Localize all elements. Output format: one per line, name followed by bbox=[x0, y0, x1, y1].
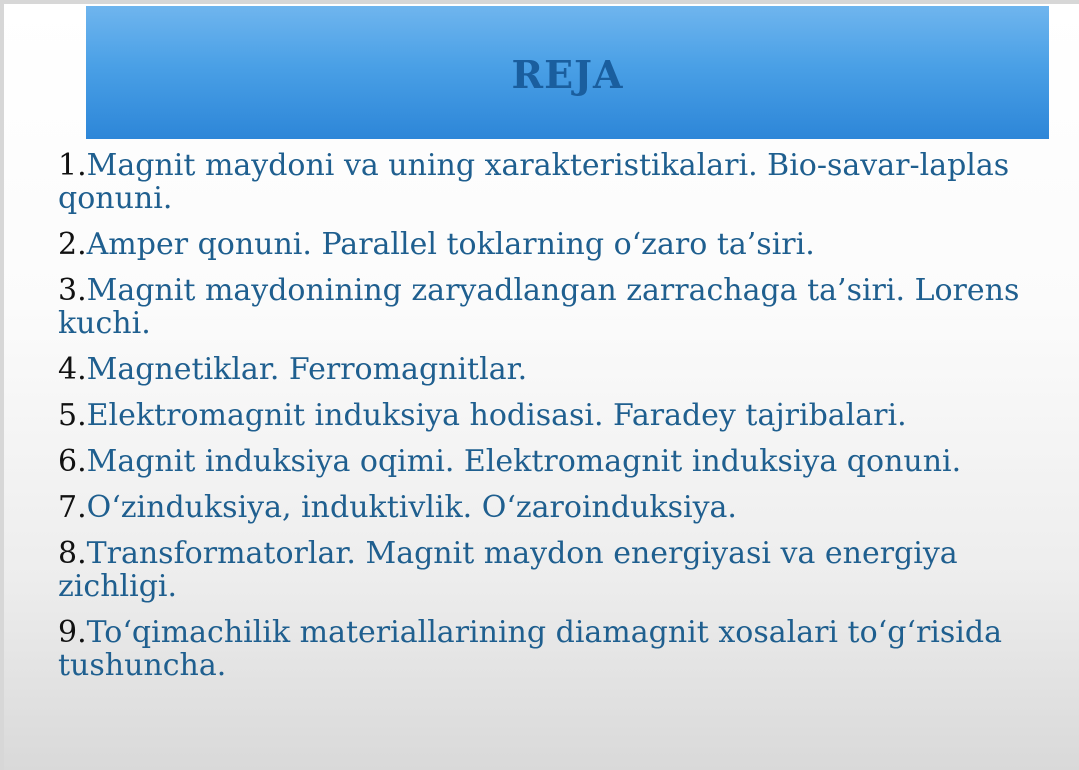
plan-item-number: 1. bbox=[58, 148, 87, 183]
plan-item-number: 3. bbox=[58, 273, 87, 308]
plan-item-4 bbox=[58, 353, 1078, 386]
plan-item-2 bbox=[58, 228, 1078, 261]
slide-title: REJA bbox=[511, 52, 624, 97]
plan-item-text: Magnit maydoni va uning xarakteristikalari. Bio-savar-laplas qonuni. bbox=[58, 148, 1010, 216]
plan-item-8 bbox=[58, 537, 1078, 603]
plan-list bbox=[58, 149, 1078, 695]
plan-item-number: 9. bbox=[58, 615, 87, 650]
plan-item-text: Transformatorlar. Magnit maydon energiyasi va energiya zichligi. bbox=[58, 536, 958, 604]
plan-item-number: 6. bbox=[58, 444, 87, 479]
plan-item-text: Magnit induksiya oqimi. Elektromagnit induksiya qonuni. bbox=[86, 444, 962, 479]
slide bbox=[4, 4, 1079, 770]
plan-item-text: Magnetiklar. Ferromagnitlar. bbox=[86, 352, 528, 387]
plan-item-text: Magnit maydonining zaryadlangan zarrachaga ta’siri. Lorens kuchi. bbox=[58, 273, 1020, 341]
plan-item-text: Elektromagnit induksiya hodisasi. Faradey tajribalari. bbox=[86, 398, 907, 433]
plan-item-9 bbox=[58, 616, 1078, 682]
title-bar bbox=[86, 6, 1049, 139]
plan-item-5 bbox=[58, 399, 1078, 432]
plan-item-number: 4. bbox=[58, 352, 87, 387]
plan-item-6 bbox=[58, 445, 1078, 478]
plan-item-1 bbox=[58, 149, 1078, 215]
plan-item-number: 8. bbox=[58, 536, 87, 571]
plan-item-text: To‘qimachilik materiallarining diamagnit xosalari to‘g‘risida tushuncha. bbox=[58, 615, 1002, 683]
plan-item-text: Amper qonuni. Parallel toklarning o‘zaro ta’siri. bbox=[86, 227, 815, 262]
plan-item-7 bbox=[58, 491, 1078, 524]
plan-item-text: O‘zinduksiya, induktivlik. O‘zaroinduksiya. bbox=[86, 490, 737, 525]
plan-item-3 bbox=[58, 274, 1078, 340]
plan-item-number: 2. bbox=[58, 227, 87, 262]
plan-item-number: 7. bbox=[58, 490, 87, 525]
plan-item-number: 5. bbox=[58, 398, 87, 433]
